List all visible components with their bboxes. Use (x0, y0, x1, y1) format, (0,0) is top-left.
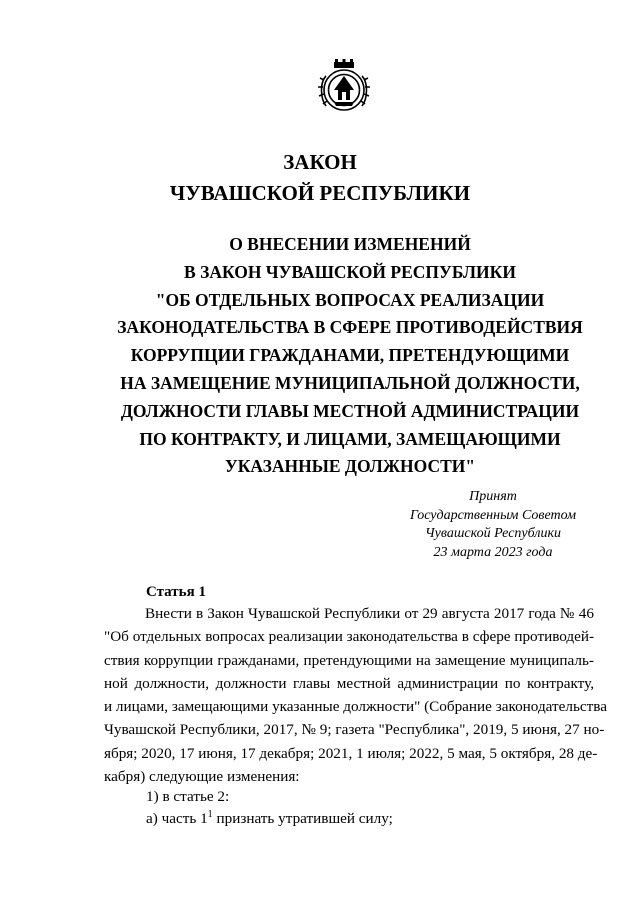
subtitle-line: НА ЗАМЕЩЕНИЕ МУНИЦИПАЛЬНОЙ ДОЛЖНОСТИ, (120, 372, 580, 393)
adoption-line: Принят (469, 489, 517, 504)
subtitle-line: КОРРУПЦИИ ГРАЖДАНАМИ, ПРЕТЕНДУЮЩИМИ (130, 345, 570, 366)
adoption-note (400, 488, 586, 562)
paragraph-line: Чувашской Республики, 2017, № 9; газета "Республика", 2019, 5 июня, 27 но- (104, 721, 605, 739)
subtitle-line: В ЗАКОН ЧУВАШСКОЙ РЕСПУБЛИКИ (184, 261, 516, 282)
paragraph-line: ствия коррупции гражданами, претендующими на замещение муниципаль- (104, 651, 594, 669)
list-item: 1) в статье 2: (146, 788, 230, 805)
subtitle-line: ДОЛЖНОСТИ ГЛАВЫ МЕСТНОЙ АДМИНИСТРАЦИИ (120, 400, 580, 421)
paragraph-line: ной должности, должности главы местной администрации по контракту, (104, 674, 594, 692)
subtitle-line: О ВНЕСЕНИИ ИЗМЕНЕНИЙ (229, 234, 471, 254)
paragraph-line: Внести в Закон Чувашской Республики от 29 августа 2017 года № 46 (145, 605, 594, 622)
document-type-title: ЗАКОН (283, 150, 357, 174)
chuvash-emblem-icon (312, 56, 376, 120)
adoption-line: Чувашской Республики (425, 526, 561, 541)
paragraph-line: кабря) следующие изменения: (104, 768, 300, 786)
document-issuer-title: ЧУВАШСКОЙ РЕСПУБЛИКИ (169, 181, 471, 205)
list-item (146, 809, 393, 829)
article-heading: Статья 1 (146, 584, 206, 600)
subtitle-line: ПО КОНТРАКТУ, И ЛИЦАМИ, ЗАМЕЩАЮЩИМИ (139, 428, 561, 449)
item-text: а) часть 1 (146, 810, 208, 827)
adoption-date: 23 марта 2023 года (433, 544, 553, 560)
adoption-line: Государственным Советом (409, 507, 577, 523)
item-text: признать утратившей силу; (212, 810, 393, 827)
paragraph-line: ября; 2020, 17 июня, 17 декабря; 2021, 1 июля; 2022, 5 мая, 5 октября, 28 де- (104, 744, 598, 762)
law-subject-title (100, 231, 600, 481)
paragraph-line: и лицами, замещающими указанные должности" (Собрание законодательства (104, 698, 607, 716)
subtitle-line: "ОБ ОТДЕЛЬНЫХ ВОПРОСАХ РЕАЛИЗАЦИИ (155, 289, 545, 310)
subtitle-line: ЗАКОНОДАТЕЛЬСТВА В СФЕРЕ ПРОТИВОДЕЙСТВИЯ (117, 317, 583, 338)
superscript: 1 (207, 808, 213, 820)
subtitle-line: УКАЗАННЫЕ ДОЛЖНОСТИ" (224, 456, 476, 477)
paragraph-line: "Об отдельных вопросах реализации законодательства в сфере противодей- (104, 628, 595, 646)
article-paragraph (104, 602, 607, 788)
